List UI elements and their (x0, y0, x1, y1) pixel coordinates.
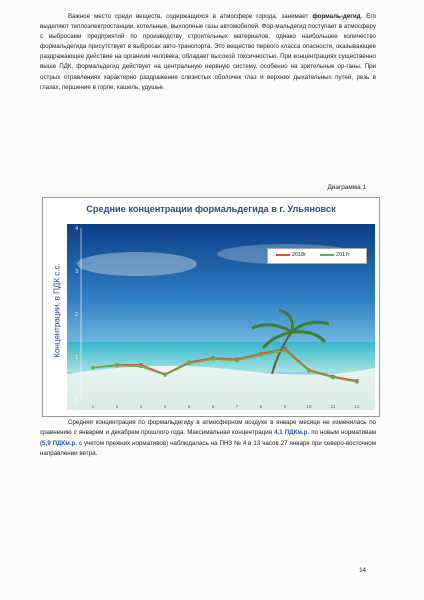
y-tick-label: 2 (75, 312, 78, 318)
y-tick-label: 1 (75, 355, 78, 361)
x-tick-label: 6 (211, 404, 215, 409)
data-point-2017г (91, 366, 94, 369)
chart-legend (267, 248, 367, 264)
legend-item-2018 (276, 252, 306, 258)
data-point-2017г (259, 353, 262, 356)
diagram-label: Диаграмма 1 (327, 184, 366, 191)
page-number: 14 (359, 567, 366, 574)
legend-label-2017: 2017г (336, 252, 350, 258)
term-formaldehyde: формаль-дегид (312, 13, 361, 20)
data-point-2017г (163, 373, 166, 376)
caption-text-3: с учетом прежних нормативов) наблюдалась на ПНЗ № 4 в 13 часов 27 января при северо-восточном направлении ветра. (40, 439, 376, 458)
intro-paragraph (40, 12, 376, 93)
y-tick-label: 4 (75, 226, 78, 232)
data-point-2017г (115, 364, 118, 367)
data-point-2017г (283, 349, 286, 352)
x-tick-label: 1 (91, 404, 95, 409)
caption-text-1: Средняя концентрация по формальдегиду в атмосферном воздухе в январе месяце не изменилась по сравнению с январем и декабрем прошлого года. Максимальная концентрация (40, 419, 376, 437)
intro-lead: Важное место среди веществ, содержащихся в атмосфере города, занимает (68, 13, 313, 20)
chart-caption (40, 418, 376, 460)
x-tick-label: 7 (235, 404, 239, 409)
legend-item-2017 (320, 252, 350, 258)
data-point-2017г (139, 365, 142, 368)
data-point-2017г (235, 359, 238, 362)
x-tick-label: 4 (163, 404, 167, 409)
x-tick-label: 2 (115, 404, 119, 409)
x-tick-label: 8 (259, 404, 263, 409)
legend-swatch-2017 (320, 254, 334, 256)
y-tick-label: 0 (75, 398, 78, 404)
caption-old-value: (5,9 ПДКм.р. (40, 439, 78, 447)
x-tick-label: 10 (306, 404, 312, 409)
data-point-2017г (187, 362, 190, 365)
x-tick-label: 9 (283, 404, 287, 409)
data-point-2017г (211, 358, 214, 361)
chart-plot-area (67, 224, 375, 410)
legend-label-2018: 2018г (292, 252, 306, 258)
data-point-2017г (355, 380, 358, 383)
chart-title: Средние концентрации формальдегида в г. Ульяновск (86, 204, 336, 214)
legend-swatch-2018 (276, 254, 290, 256)
data-point-2017г (307, 369, 310, 372)
caption-max-value: 4,1 ПДКм.р. (274, 429, 310, 437)
intro-rest: . Его выделяют теплоэлектростанции, котельные, выхлопные газы автомобилей. Фор-мальдегид поступает в атмосферу с выбросами предприятий по производству строительных материалов, однако наибольшее количество формальдегида присутствует в выбросах авто-транспорта. Это вещество первого класса опасности, оказывающее раздражающее действие на организм человека, обладает высокой токсичностью. При концентрациях существенно выше ПДК, формальдегид действует на центральную нервную систему, особенно на зрительные ор-ганы. При острых отравлениях характерно раздражение слизистых оболочек глаз и верхних дыхательных путей, резь в глазах, першение в горле, кашель, удушье. (40, 13, 376, 91)
x-tick-label: 11 (330, 404, 336, 409)
y-tick-label: 3 (75, 269, 78, 275)
x-tick-label: 3 (139, 404, 143, 409)
chart-y-label: Концентрации, в ПДК с.с. (52, 263, 62, 358)
x-tick-label: 12 (354, 404, 360, 409)
x-tick-label: 5 (187, 404, 191, 409)
chart-frame (42, 197, 380, 417)
data-point-2017г (331, 376, 334, 379)
caption-text-2: по новым нормативам (309, 429, 377, 437)
